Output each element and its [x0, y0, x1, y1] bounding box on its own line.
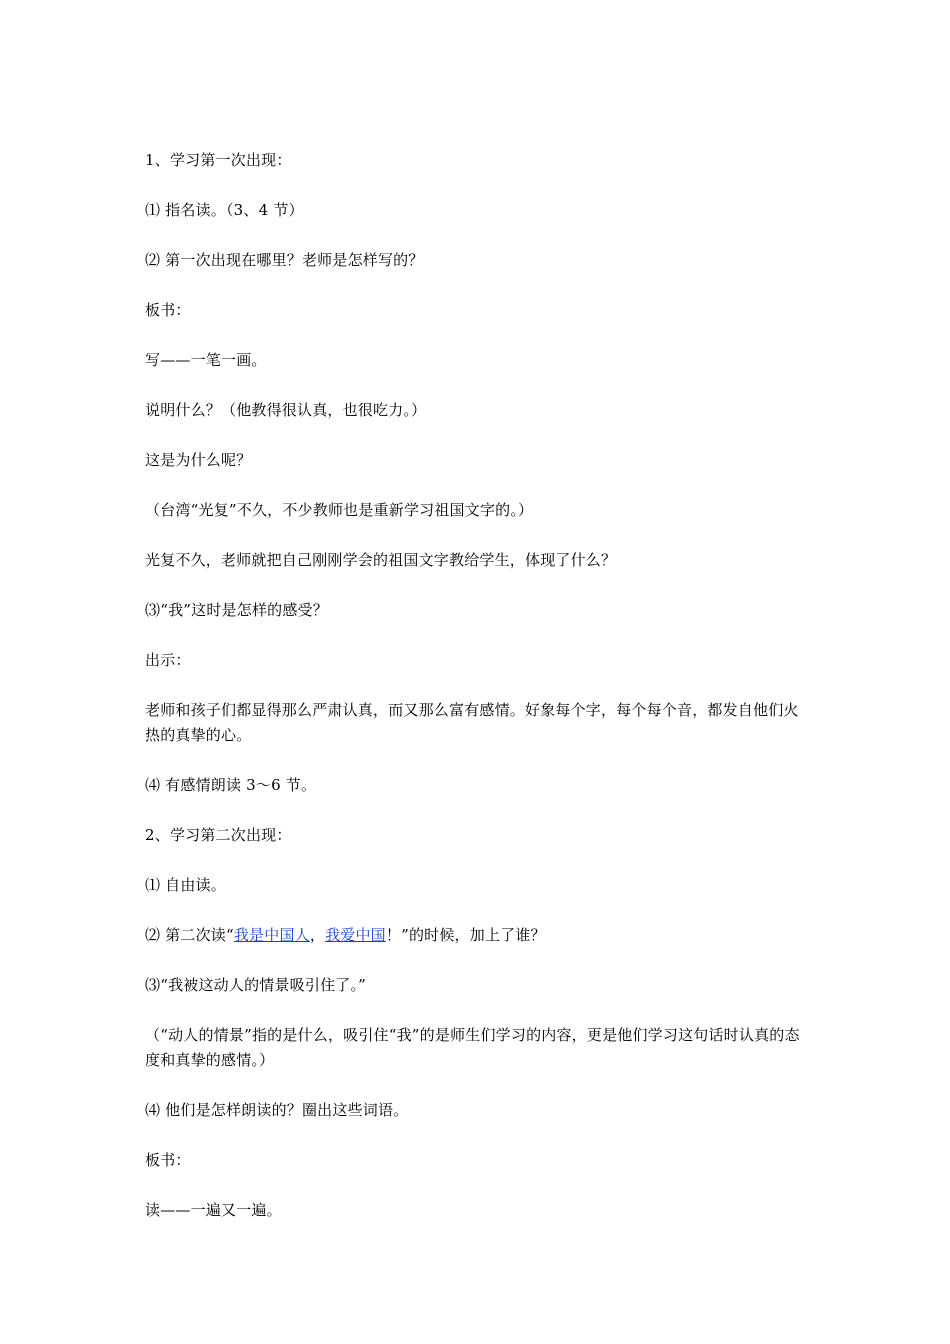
text-middle: ， — [309, 926, 326, 944]
paragraph: 这是为什么呢？ — [145, 451, 252, 469]
paragraph: 说明什么？（他教得很认真，也很吃力。） — [145, 401, 427, 419]
section-heading-2: 2、学习第二次出现： — [145, 826, 292, 844]
paragraph: ⑷ 有感情朗读 3～6 节。 — [145, 776, 317, 794]
paragraph: 写——一笔一画。 — [145, 351, 267, 369]
link-wo-ai-zhongguo[interactable]: 我爱中国 — [325, 926, 386, 944]
paragraph: 读——一遍又一遍。 — [145, 1201, 282, 1219]
section-heading-1: 1、学习第一次出现： — [145, 151, 292, 169]
paragraph: ⑷ 他们是怎样朗读的？圈出这些词语。 — [145, 1101, 409, 1119]
paragraph: ⑵ 第一次出现在哪里？老师是怎样写的？ — [145, 251, 424, 269]
paragraph: （“动人的情景”指的是什么，吸引住“我”的是师生们学习的内容，更是他们学习这句话时认真的态度和真挚的感情。） — [145, 1026, 800, 1069]
paragraph: ⑶“我被这动人的情景吸引住了。” — [145, 976, 367, 994]
paragraph: ⑴ 自由读。 — [145, 876, 226, 894]
paragraph-with-links — [145, 923, 810, 948]
paragraph: 板书： — [145, 301, 191, 319]
link-wo-shi-zhongguo-ren[interactable]: 我是中国人 — [233, 926, 310, 944]
paragraph: 板书： — [145, 1151, 191, 1169]
text-after: ！”的时候，加上了谁？ — [385, 926, 546, 944]
paragraph: ⑴ 指名读。（3、4 节） — [145, 201, 304, 219]
text-before: ⑵ 第二次读“ — [145, 926, 234, 944]
quoted-passage: 老师和孩子们都显得那么严肃认真，而又那么富有感情。好象每个字，每个每个音，都发自他们火热的真挚的心。 — [145, 701, 799, 744]
paragraph: （台湾“光复”不久，不少教师也是重新学习祖国文字的。） — [145, 501, 534, 519]
paragraph: 光复不久，老师就把自己刚刚学会的祖国文字教给学生，体现了什么？ — [145, 551, 617, 569]
paragraph: 出示： — [145, 651, 191, 669]
document-page — [145, 148, 810, 1248]
paragraph: ⑶“我”这时是怎样的感受？ — [145, 601, 328, 619]
